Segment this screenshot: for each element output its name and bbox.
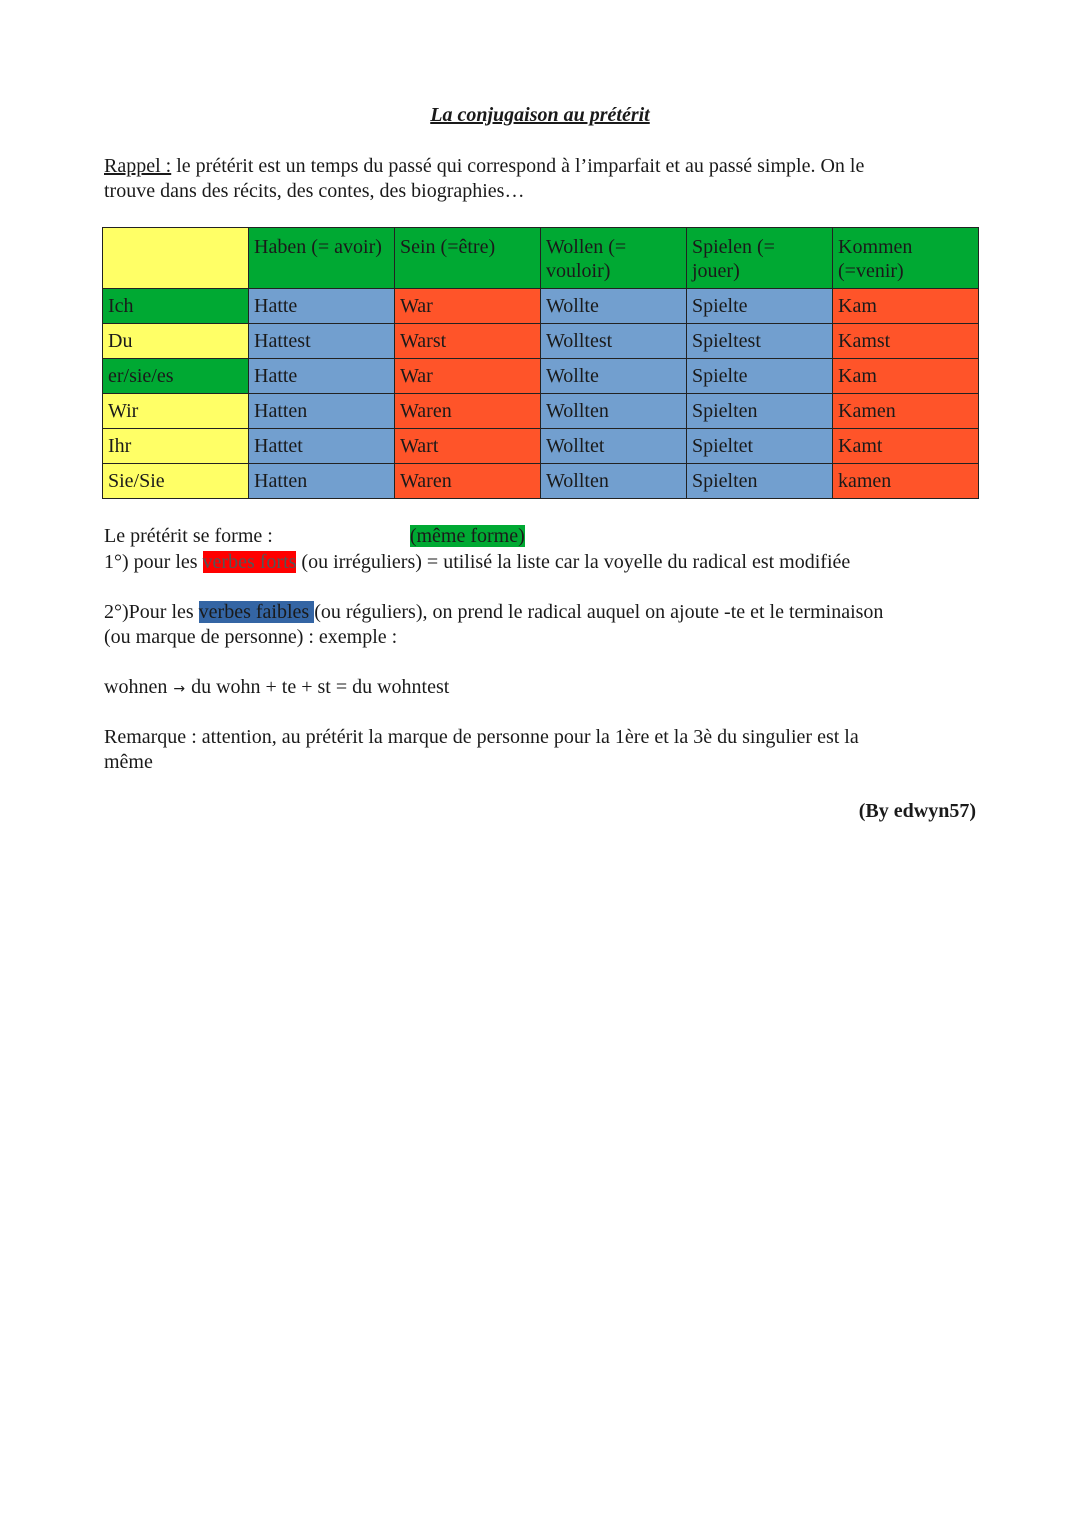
- signature: (By edwyn57): [858, 800, 976, 822]
- table-cell: Kamen: [833, 394, 979, 429]
- table-cell: Spielte: [687, 359, 833, 394]
- table-cell: Wollten: [541, 394, 687, 429]
- table-row: [103, 464, 979, 499]
- table-cell: Wart: [395, 429, 541, 464]
- example-word: wohnen: [104, 676, 168, 698]
- pronoun-cell: Wir: [103, 394, 249, 429]
- table-cell: Warst: [395, 324, 541, 359]
- header-cell-spielen: Spielen (= jouer): [687, 228, 833, 289]
- table-cell: Hatte: [249, 359, 395, 394]
- table-cell: Wolltet: [541, 429, 687, 464]
- remarque-line2: même: [104, 751, 153, 773]
- table-row: [103, 394, 979, 429]
- table-cell: kamen: [833, 464, 979, 499]
- table-cell: Wollten: [541, 464, 687, 499]
- rule2-prefix: 2°)Pour les: [104, 601, 199, 623]
- table-row: [103, 289, 979, 324]
- example-line: [104, 675, 984, 702]
- table-cell: Kamst: [833, 324, 979, 359]
- table-cell: Hatten: [249, 464, 395, 499]
- table-cell: Spielten: [687, 394, 833, 429]
- table-cell: Spieltet: [687, 429, 833, 464]
- forme-intro-line: [104, 524, 984, 549]
- pronoun-cell: Sie/Sie: [103, 464, 249, 499]
- pronoun-cell: Du: [103, 324, 249, 359]
- header-cell-sein: Sein (=être): [395, 228, 541, 289]
- header-cell-wollen: Wollen (= vouloir): [541, 228, 687, 289]
- rappel-line1: le prétérit est un temps du passé qui correspond à l’imparfait et au passé simple. On le: [171, 155, 865, 177]
- pronoun-cell: Ich: [103, 289, 249, 324]
- pronoun-cell: Ihr: [103, 429, 249, 464]
- example-result: du wohn + te + st = du wohntest: [191, 676, 450, 698]
- meme-forme-highlight: (même forme): [409, 525, 525, 547]
- table-row: [103, 429, 979, 464]
- table-cell: Waren: [395, 464, 541, 499]
- table-cell: Wollte: [541, 289, 687, 324]
- table-header-row: [103, 228, 979, 289]
- table-cell: Wollte: [541, 359, 687, 394]
- rule2-line2: (ou marque de personne) : exemple :: [104, 626, 398, 648]
- table-cell: Hattet: [249, 429, 395, 464]
- rule1-suffix: (ou irréguliers) = utilisé la liste car la voyelle du radical est modifiée: [296, 551, 851, 573]
- table-cell: Hatte: [249, 289, 395, 324]
- forme-intro: Le prétérit se forme :: [104, 525, 273, 547]
- verbes-forts-highlight: verbes forts: [202, 551, 297, 573]
- table-row: [103, 359, 979, 394]
- table-row: [103, 324, 979, 359]
- conjugation-table: [102, 227, 979, 499]
- rule2-suffix: (ou réguliers), on prend le radical auquel on ajoute -te et le terminaison: [314, 601, 884, 623]
- verbes-faibles-highlight: verbes faibles: [198, 601, 315, 623]
- table-cell: Kam: [833, 359, 979, 394]
- pronoun-cell: er/sie/es: [103, 359, 249, 394]
- remarque-paragraph: [104, 725, 984, 775]
- table-cell: Hattest: [249, 324, 395, 359]
- header-cell-empty: [103, 228, 249, 289]
- table-cell: War: [395, 289, 541, 324]
- table-cell: Spielte: [687, 289, 833, 324]
- table-cell: Hatten: [249, 394, 395, 429]
- table-cell: Spielten: [687, 464, 833, 499]
- table-cell: Kam: [833, 289, 979, 324]
- rappel-line2: trouve dans des récits, des contes, des biographies…: [104, 180, 525, 202]
- header-cell-kommen: Kommen (=venir): [833, 228, 979, 289]
- rule1-prefix: 1°) pour les: [104, 551, 203, 573]
- page-title: La conjugaison au prétérit: [430, 104, 650, 126]
- table-cell: Wolltest: [541, 324, 687, 359]
- remarque-line1: Remarque : attention, au prétérit la marque de personne pour la 1ère et la 3è du singulier est la: [104, 726, 859, 748]
- arrow-right-icon: →: [173, 681, 186, 697]
- header-cell-haben: Haben (= avoir): [249, 228, 395, 289]
- table-cell: Kamt: [833, 429, 979, 464]
- rule2-paragraph: [104, 600, 984, 650]
- rappel-paragraph: [104, 154, 984, 204]
- rule1-line: [104, 550, 984, 575]
- table-cell: Spieltest: [687, 324, 833, 359]
- table-cell: Waren: [395, 394, 541, 429]
- rappel-label: Rappel :: [104, 155, 172, 177]
- table-cell: War: [395, 359, 541, 394]
